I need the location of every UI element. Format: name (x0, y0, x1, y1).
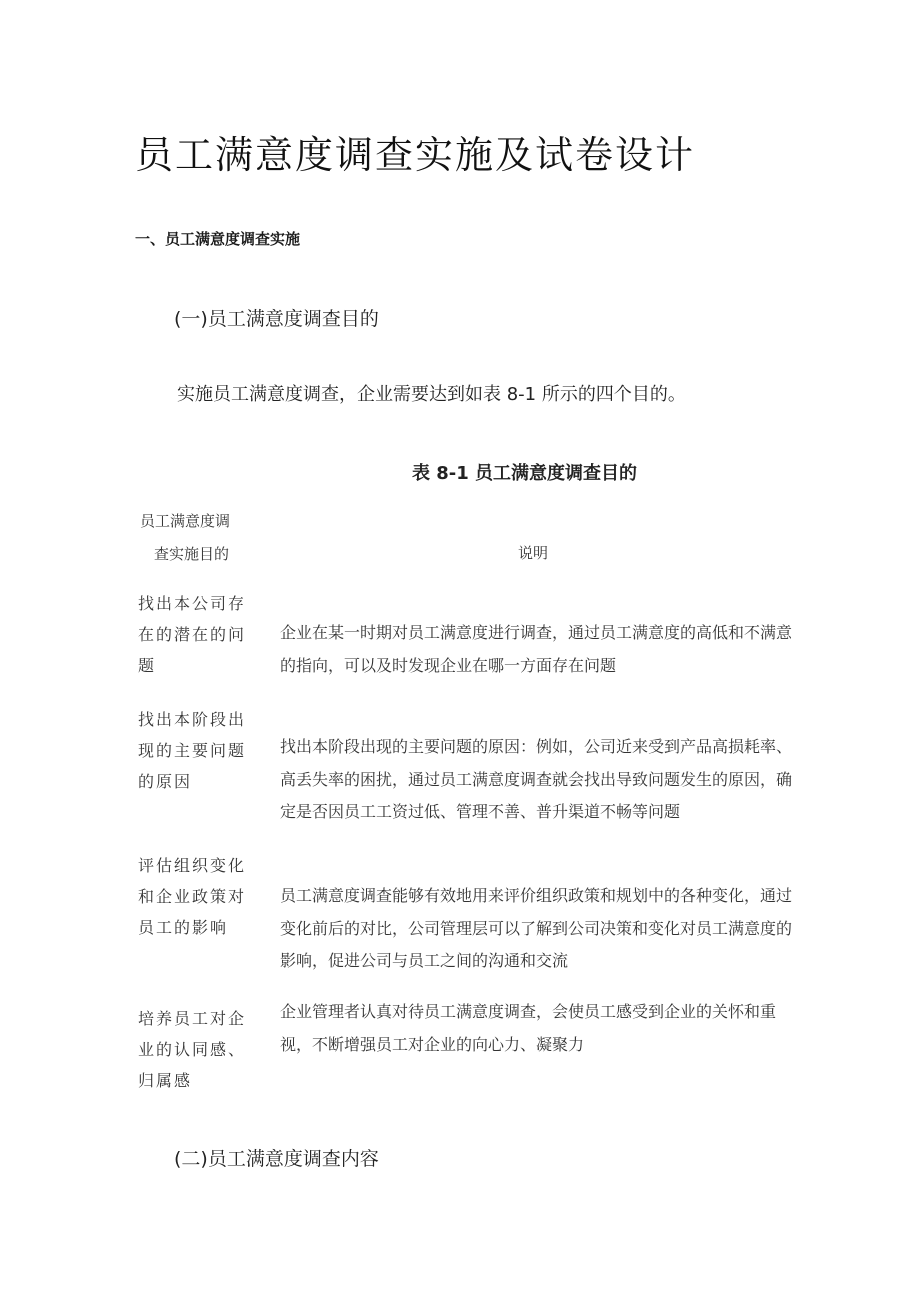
table-header-purpose (140, 505, 270, 571)
intro-paragraph: 实施员工满意度调查，企业需要达到如表 8-1 所示的四个目的。 (177, 384, 686, 405)
row-1-purpose-line1: 找出本公司存 (138, 594, 247, 613)
table-row-2-description: 找出本阶段出现的主要问题的原因：例如，公司近来受到产品高损耗率、高丢失率的困扰，通过员工满意度调查就会找出导致问题发生的原因，确定是否因员工工资过低、管理不善、普升渠道不畅等问题 (280, 737, 793, 821)
table-row-2-purpose (138, 704, 260, 797)
table-header-purpose-line2: 查实施目的 (154, 545, 230, 563)
row-1-purpose-line3: 题 (138, 656, 157, 675)
table-row-3-purpose (138, 850, 260, 943)
document-title: 员工满意度调查实施及试卷设计 (135, 133, 696, 177)
table-row-1-purpose (138, 588, 260, 681)
row-3-purpose-line1: 评估组织变化 (138, 856, 247, 875)
row-3-purpose-line3: 员工的影响 (138, 918, 229, 937)
table-row-1-description: 企业在某一时期对员工满意度进行调查，通过员工满意度的高低和不满意的指向，可以及时发现企业在哪一方面存在问题 (280, 623, 793, 675)
row-2-purpose-line1: 找出本阶段出 (138, 710, 247, 729)
table-row-3-description: 员工满意度调查能够有效地用来评价组织政策和规划中的各种变化，通过变化前后的对比，公司管理层可以了解到公司决策和变化对员工满意度的影响，促进公司与员工之间的沟通和交流 (280, 886, 793, 970)
row-2-purpose-line2: 现的主要问题 (138, 741, 247, 760)
subheading-purpose: (一)员工满意度调查目的 (174, 308, 379, 330)
table-row-4-description: 企业管理者认真对待员工满意度调查，会使员工感受到企业的关怀和重视，不断增强员工对企业的向心力、凝聚力 (280, 1002, 777, 1054)
row-3-purpose-line2: 和企业政策对 (138, 887, 247, 906)
table-header-description: 说明 (518, 544, 549, 562)
section-heading: 一、员工满意度调查实施 (135, 230, 301, 248)
row-4-purpose-line1: 培养员工对企 (138, 1009, 247, 1028)
table-row-4-purpose (138, 1003, 260, 1096)
row-4-purpose-line3: 归属感 (138, 1071, 193, 1090)
table-caption: 表 8-1 员工满意度调查目的 (412, 463, 638, 484)
row-2-purpose-line3: 的原因 (138, 772, 193, 791)
row-4-purpose-line2: 业的认同感、 (138, 1040, 247, 1059)
row-1-purpose-line2: 在的潜在的问 (138, 625, 247, 644)
subheading-content: (二)员工满意度调查内容 (174, 1148, 379, 1170)
table-header-purpose-line1: 员工满意度调 (140, 512, 231, 530)
